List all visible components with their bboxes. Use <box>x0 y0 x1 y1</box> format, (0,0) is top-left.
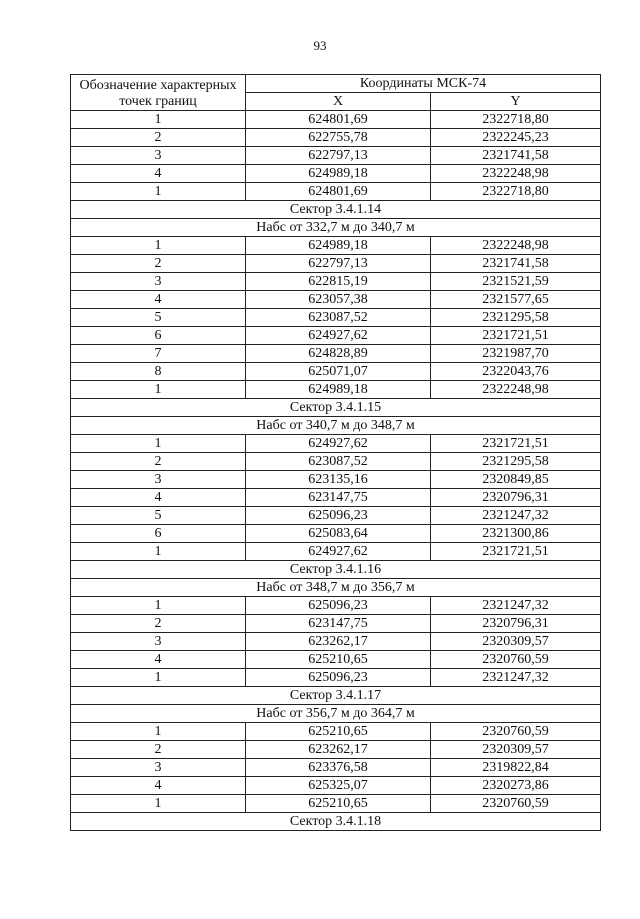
x-coordinate-cell: 625096,23 <box>246 669 431 687</box>
x-coordinate-cell: 623087,52 <box>246 309 431 327</box>
point-number-cell: 4 <box>71 291 246 309</box>
table-row <box>71 291 601 309</box>
point-number-cell: 2 <box>71 255 246 273</box>
section-title: Сектор 3.4.1.16 <box>71 561 601 579</box>
table-row <box>71 129 601 147</box>
section-row <box>71 201 601 219</box>
table-row <box>71 777 601 795</box>
point-number-cell: 1 <box>71 723 246 741</box>
table-row <box>71 525 601 543</box>
x-coordinate-cell: 623087,52 <box>246 453 431 471</box>
coordinates-table <box>70 74 601 831</box>
y-coordinate-cell: 2320760,59 <box>431 723 601 741</box>
x-coordinate-cell: 622797,13 <box>246 147 431 165</box>
x-coordinate-cell: 623057,38 <box>246 291 431 309</box>
point-number-cell: 2 <box>71 741 246 759</box>
y-coordinate-cell: 2320760,59 <box>431 795 601 813</box>
table-row <box>71 345 601 363</box>
point-number-cell: 7 <box>71 345 246 363</box>
x-coordinate-cell: 624989,18 <box>246 165 431 183</box>
table-row <box>71 507 601 525</box>
table-row <box>71 435 601 453</box>
x-coordinate-cell: 625071,07 <box>246 363 431 381</box>
point-number-cell: 1 <box>71 111 246 129</box>
table-row <box>71 381 601 399</box>
x-coordinate-cell: 623147,75 <box>246 489 431 507</box>
y-coordinate-cell: 2321247,32 <box>431 507 601 525</box>
y-coordinate-cell: 2320760,59 <box>431 651 601 669</box>
table-row <box>71 363 601 381</box>
x-coordinate-cell: 625210,65 <box>246 651 431 669</box>
table-row <box>71 309 601 327</box>
y-coordinate-cell: 2320273,86 <box>431 777 601 795</box>
y-coordinate-cell: 2322248,98 <box>431 237 601 255</box>
point-number-cell: 1 <box>71 237 246 255</box>
x-coordinate-cell: 624927,62 <box>246 543 431 561</box>
point-number-cell: 4 <box>71 777 246 795</box>
x-coordinate-cell: 625210,65 <box>246 723 431 741</box>
x-coordinate-cell: 622755,78 <box>246 129 431 147</box>
table-row <box>71 147 601 165</box>
y-column-header: Y <box>431 93 601 111</box>
table-row <box>71 615 601 633</box>
x-coordinate-cell: 624801,69 <box>246 111 431 129</box>
y-coordinate-cell: 2321247,32 <box>431 669 601 687</box>
x-coordinate-cell: 623376,58 <box>246 759 431 777</box>
section-title: Сектор 3.4.1.15 <box>71 399 601 417</box>
x-coordinate-cell: 623135,16 <box>246 471 431 489</box>
table-row <box>71 111 601 129</box>
table-body <box>71 111 601 831</box>
y-coordinate-cell: 2320796,31 <box>431 615 601 633</box>
section-row <box>71 813 601 831</box>
y-coordinate-cell: 2321741,58 <box>431 255 601 273</box>
point-number-cell: 4 <box>71 489 246 507</box>
section-row <box>71 579 601 597</box>
point-number-cell: 1 <box>71 669 246 687</box>
point-number-cell: 1 <box>71 435 246 453</box>
x-coordinate-cell: 625083,64 <box>246 525 431 543</box>
point-number-cell: 3 <box>71 633 246 651</box>
y-coordinate-cell: 2322043,76 <box>431 363 601 381</box>
table-row <box>71 543 601 561</box>
x-coordinate-cell: 625325,07 <box>246 777 431 795</box>
section-row <box>71 219 601 237</box>
point-number-cell: 1 <box>71 597 246 615</box>
point-number-cell: 3 <box>71 147 246 165</box>
section-row <box>71 399 601 417</box>
point-number-cell: 1 <box>71 183 246 201</box>
y-coordinate-cell: 2320309,57 <box>431 633 601 651</box>
point-number-cell: 2 <box>71 615 246 633</box>
section-row <box>71 687 601 705</box>
table-row <box>71 741 601 759</box>
section-title: Набс от 356,7 м до 364,7 м <box>71 705 601 723</box>
point-number-cell: 1 <box>71 795 246 813</box>
section-title: Сектор 3.4.1.17 <box>71 687 601 705</box>
y-coordinate-cell: 2321741,58 <box>431 147 601 165</box>
x-coordinate-cell: 623262,17 <box>246 741 431 759</box>
point-number-cell: 5 <box>71 507 246 525</box>
x-column-header: X <box>246 93 431 111</box>
y-coordinate-cell: 2322248,98 <box>431 165 601 183</box>
point-number-cell: 1 <box>71 543 246 561</box>
y-coordinate-cell: 2321295,58 <box>431 309 601 327</box>
point-number-cell: 3 <box>71 471 246 489</box>
x-coordinate-cell: 624927,62 <box>246 435 431 453</box>
x-coordinate-cell: 624989,18 <box>246 237 431 255</box>
coordinates-column-header: Координаты МСК-74 <box>246 75 601 93</box>
table-header <box>71 75 601 111</box>
x-coordinate-cell: 625096,23 <box>246 507 431 525</box>
table-row <box>71 453 601 471</box>
x-coordinate-cell: 624989,18 <box>246 381 431 399</box>
section-row <box>71 561 601 579</box>
x-coordinate-cell: 624801,69 <box>246 183 431 201</box>
y-coordinate-cell: 2319822,84 <box>431 759 601 777</box>
x-coordinate-cell: 623262,17 <box>246 633 431 651</box>
y-coordinate-cell: 2322718,80 <box>431 111 601 129</box>
x-coordinate-cell: 623147,75 <box>246 615 431 633</box>
page-number: 93 <box>313 38 327 53</box>
section-row <box>71 705 601 723</box>
y-coordinate-cell: 2321987,70 <box>431 345 601 363</box>
y-coordinate-cell: 2321300,86 <box>431 525 601 543</box>
y-coordinate-cell: 2322245,23 <box>431 129 601 147</box>
table-row <box>71 795 601 813</box>
x-coordinate-cell: 625210,65 <box>246 795 431 813</box>
point-number-cell: 4 <box>71 165 246 183</box>
y-coordinate-cell: 2320849,85 <box>431 471 601 489</box>
point-number-cell: 3 <box>71 273 246 291</box>
y-coordinate-cell: 2321721,51 <box>431 543 601 561</box>
points-column-header: Обозначение характерных точек границ <box>71 75 246 111</box>
table-row <box>71 597 601 615</box>
table-row <box>71 651 601 669</box>
header-row <box>71 75 601 93</box>
table-row <box>71 255 601 273</box>
table-row <box>71 237 601 255</box>
section-title: Сектор 3.4.1.14 <box>71 201 601 219</box>
point-number-cell: 6 <box>71 327 246 345</box>
table-row <box>71 471 601 489</box>
point-number-cell: 1 <box>71 381 246 399</box>
table-row <box>71 633 601 651</box>
point-number-cell: 2 <box>71 453 246 471</box>
section-title: Сектор 3.4.1.18 <box>71 813 601 831</box>
point-number-cell: 5 <box>71 309 246 327</box>
table-row <box>71 273 601 291</box>
y-coordinate-cell: 2321247,32 <box>431 597 601 615</box>
x-coordinate-cell: 622815,19 <box>246 273 431 291</box>
point-number-cell: 6 <box>71 525 246 543</box>
y-coordinate-cell: 2320796,31 <box>431 489 601 507</box>
x-coordinate-cell: 624828,89 <box>246 345 431 363</box>
section-title: Набс от 340,7 м до 348,7 м <box>71 417 601 435</box>
table-row <box>71 327 601 345</box>
y-coordinate-cell: 2321521,59 <box>431 273 601 291</box>
section-title: Набс от 348,7 м до 356,7 м <box>71 579 601 597</box>
section-title: Набс от 332,7 м до 340,7 м <box>71 219 601 237</box>
table-row <box>71 723 601 741</box>
y-coordinate-cell: 2320309,57 <box>431 741 601 759</box>
y-coordinate-cell: 2321721,51 <box>431 435 601 453</box>
table-row <box>71 183 601 201</box>
y-coordinate-cell: 2321721,51 <box>431 327 601 345</box>
x-coordinate-cell: 624927,62 <box>246 327 431 345</box>
table-row <box>71 165 601 183</box>
y-coordinate-cell: 2322248,98 <box>431 381 601 399</box>
y-coordinate-cell: 2322718,80 <box>431 183 601 201</box>
y-coordinate-cell: 2321577,65 <box>431 291 601 309</box>
section-row <box>71 417 601 435</box>
point-number-cell: 4 <box>71 651 246 669</box>
table-row <box>71 489 601 507</box>
x-coordinate-cell: 622797,13 <box>246 255 431 273</box>
table-row <box>71 759 601 777</box>
point-number-cell: 8 <box>71 363 246 381</box>
point-number-cell: 2 <box>71 129 246 147</box>
y-coordinate-cell: 2321295,58 <box>431 453 601 471</box>
point-number-cell: 3 <box>71 759 246 777</box>
x-coordinate-cell: 625096,23 <box>246 597 431 615</box>
table-row <box>71 669 601 687</box>
